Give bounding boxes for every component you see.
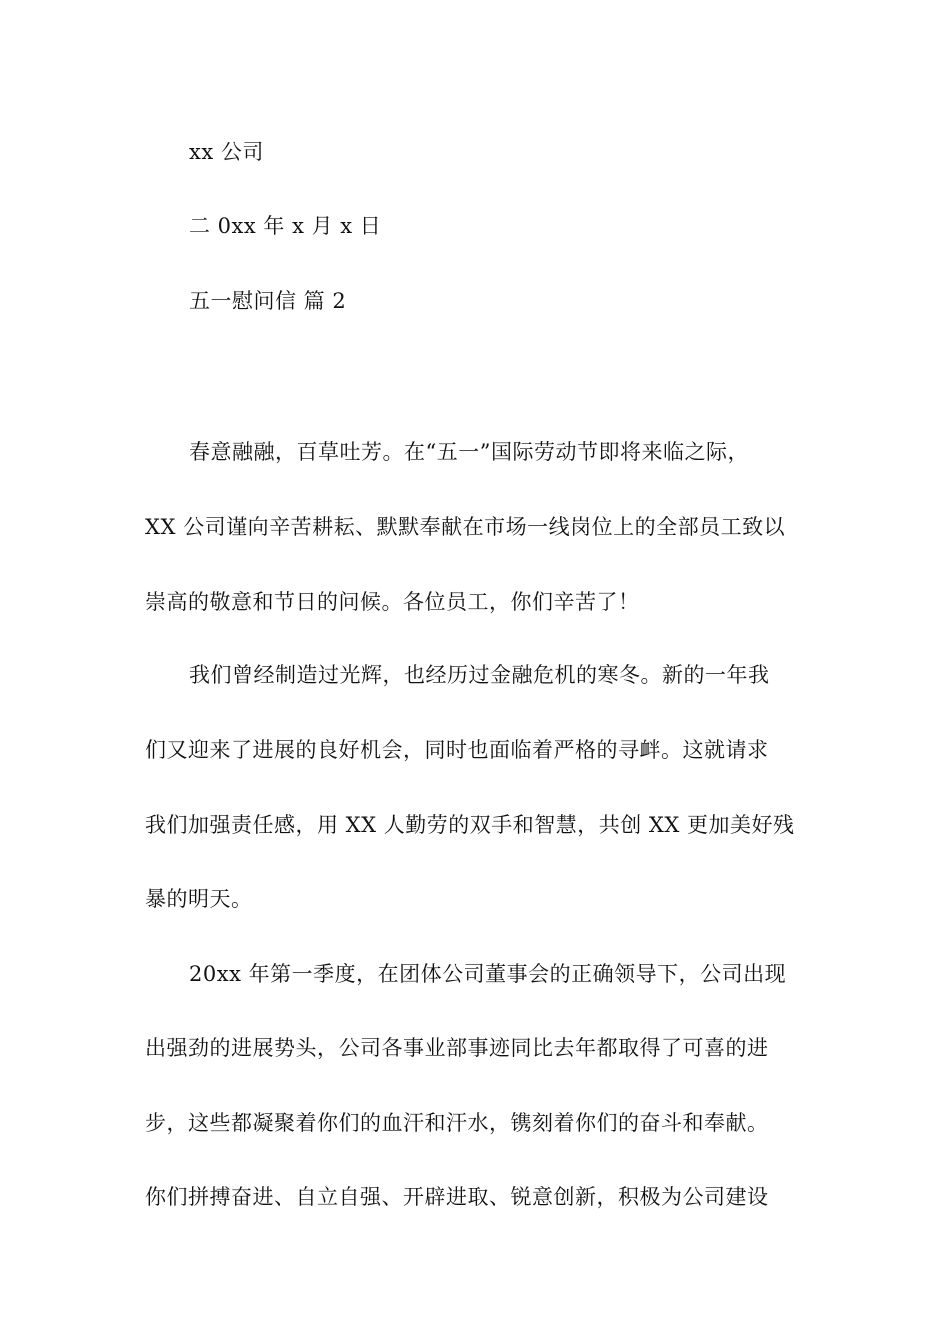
letter-date: 二 0xx 年 x 月 x 日 — [189, 214, 382, 238]
paragraph-line: 20xx 年第一季度，在团体公司董事会的正确领导下，公司出现 — [189, 962, 787, 986]
paragraph-line: 我们加强责任感，用 XX 人勤劳的双手和智慧，共创 XX 更加美好残 — [145, 813, 795, 837]
paragraph-line: 出强劲的进展势头，公司各事业部事迹同比去年都取得了可喜的进 — [145, 1036, 769, 1060]
paragraph-line: 我们曾经制造过光辉，也经历过金融危机的寒冬。新的一年我 — [189, 663, 770, 687]
paragraph-line: 步，这些都凝聚着你们的血汗和汗水，镌刻着你们的奋斗和奉献。 — [145, 1111, 769, 1135]
company-name: xx 公司 — [189, 140, 264, 164]
paragraph-line: 暴的明天。 — [145, 887, 253, 911]
paragraph-line: XX 公司谨向辛苦耕耘、默默奉献在市场一线岗位上的全部员工致以 — [145, 515, 786, 539]
section-title: 五一慰问信 篇 2 — [189, 289, 347, 313]
paragraph-line: 们又迎来了进展的良好机会，同时也面临着严格的寻衅。这就请求 — [145, 738, 769, 762]
paragraph-line: 你们拼搏奋进、自立自强、开辟进取、锐意创新，积极为公司建设 — [145, 1185, 769, 1209]
paragraph-line: 崇高的敬意和节日的问候。各位员工，你们辛苦了！ — [145, 590, 640, 614]
paragraph-line: 春意融融，百草吐芳。在“五一”国际劳动节即将来临之际， — [189, 440, 749, 464]
